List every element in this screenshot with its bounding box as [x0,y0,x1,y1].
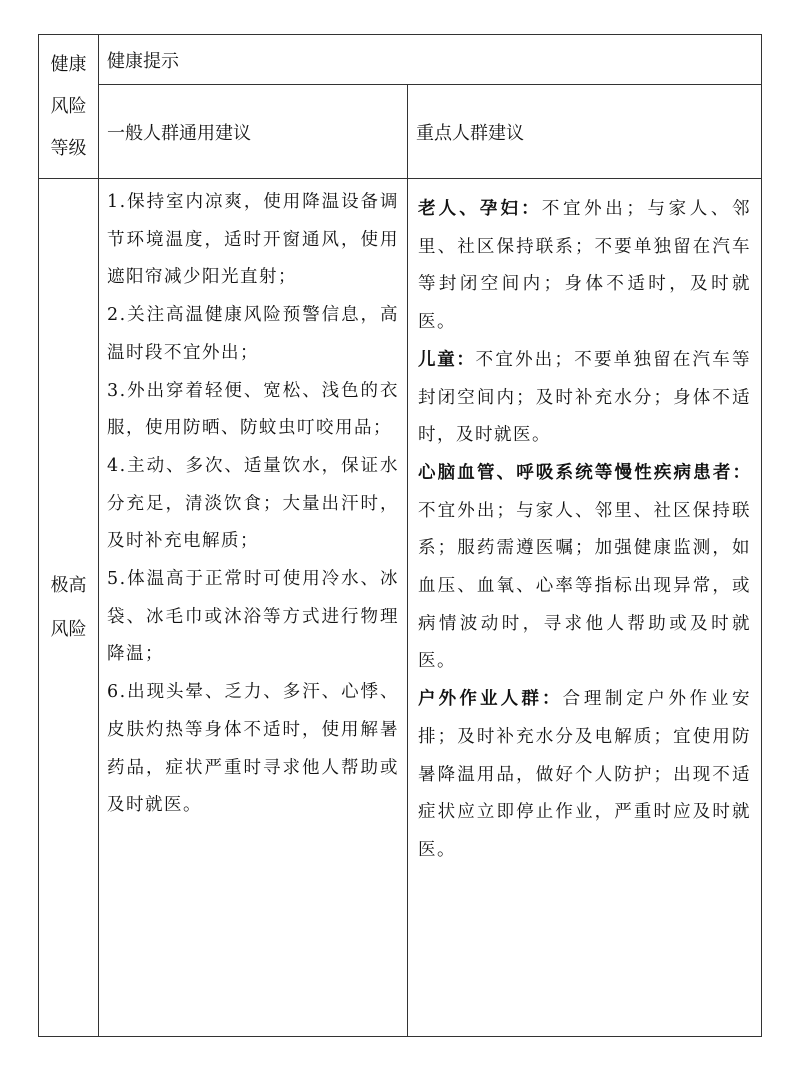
group-advice: 不宜外出；不要单独留在汽车等封闭空间内；及时补充水分；身体不适时，及时就医。 [418,349,751,446]
general-advice-item: 1.保持室内凉爽，使用降温设备调节环境温度，适时开窗通风，使用遮阳帘减少阳光直射； [107,192,399,288]
risk-level-header-line: 健康 [50,53,87,75]
group-name: 儿童： [418,349,476,370]
general-advice-item: 4.主动、多次、适量饮水，保证水分充足，清淡饮食；大量出汗时，及时补充电解质； [107,455,399,552]
group-name: 户外作业人群： [418,689,563,710]
key-group-entry [418,681,751,870]
key-group-advice-cell [408,179,762,1037]
risk-level-header [39,35,99,179]
key-group-header: 重点人群建议 [408,85,762,179]
health-risk-table [38,34,762,1037]
group-advice: 不宜外出；与家人、邻里、社区保持联系；不要单独留在汽车等封闭空间内；身体不适时，及时就医。 [418,199,752,333]
risk-level-header-line: 等级 [50,137,87,159]
group-name: 心脑血管、呼吸系统等慢性疾病患者： [418,462,751,483]
risk-level-value-line: 极高 [50,574,87,596]
header-row-1 [39,35,762,85]
general-advice-item: 5.体温高于正常时可使用冷水、冰袋、冰毛巾或沐浴等方式进行物理降温； [107,569,399,665]
risk-level-value [39,179,99,1037]
general-advice-item: 3.外出穿着轻便、宽松、浅色的衣服，使用防晒、防蚊虫叮咬用品； [107,380,399,439]
group-name: 老人、孕妇： [418,199,542,219]
key-group-entry [418,455,751,681]
risk-level-header-line: 风险 [50,95,87,117]
header-row-2 [39,85,762,179]
body-row [39,179,762,1037]
group-advice: 合理制定户外作业安排；及时补充水分及电解质；宜使用防暑降温用品，做好个人防护；出现不适症状应立即停止作业，严重时应及时就医。 [418,689,752,860]
key-group-entry [418,342,751,455]
health-tips-header: 健康提示 [99,35,762,85]
group-advice: 不宜外出；与家人、邻里、社区保持联系；服药需遵医嘱；加强健康监测，如血压、血氧、心率等指标出现异常，或病情波动时，寻求他人帮助或及时就医。 [418,500,751,672]
general-advice-item: 6.出现头晕、乏力、多汗、心悸、皮肤灼热等身体不适时，使用解暑药品，症状严重时寻求他人帮助或及时就医。 [107,682,399,816]
general-advice-item: 2.关注高温健康风险预警信息，高温时段不宜外出； [107,305,399,363]
risk-level-value-line: 风险 [50,618,87,640]
general-advice-cell [99,179,408,1037]
general-group-header: 一般人群通用建议 [99,85,408,179]
key-group-entry [418,191,751,342]
